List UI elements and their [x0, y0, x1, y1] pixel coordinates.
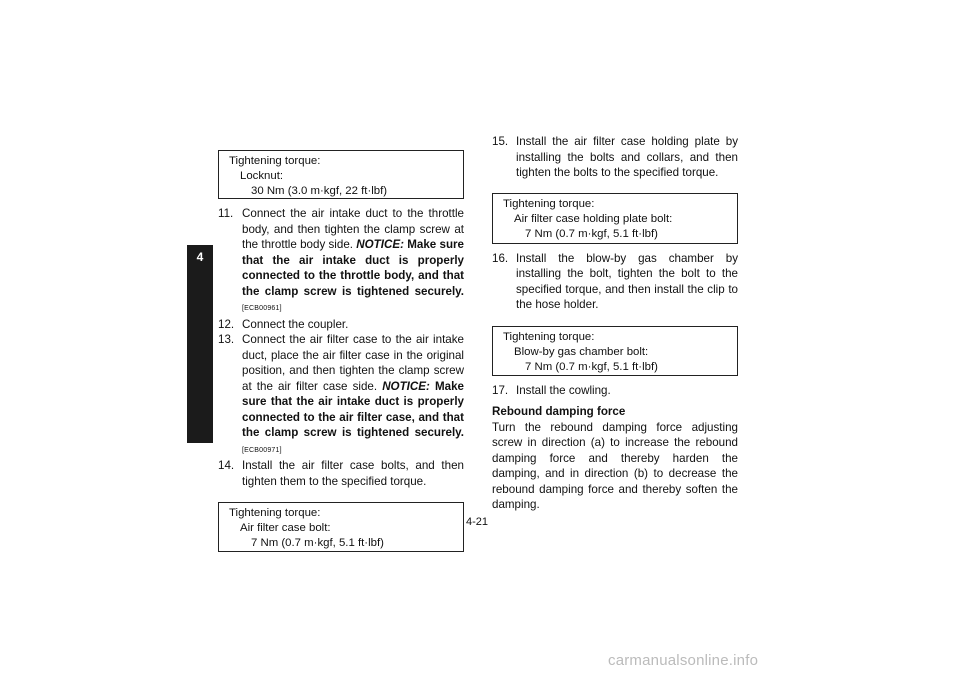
step-text: Connect the coupler.	[242, 317, 349, 331]
torque-box-air-filter-case-bolt	[218, 502, 464, 552]
torque-box-item: Air filter case holding plate bolt:	[514, 212, 673, 225]
torque-box-item: Locknut:	[240, 170, 284, 182]
torque-box-value: 7 Nm (0.7 m·kgf, 5.1 ft·lbf)	[525, 360, 658, 373]
notice-label: NOTICE:	[382, 379, 430, 393]
step-13	[218, 332, 464, 458]
notice-text: Make sure that the air intake duct is properly connected to the air filter case, and that the clamp screw is tightened securely.	[242, 379, 464, 439]
torque-box-locknut	[218, 150, 464, 199]
torque-box-value: 7 Nm (0.7 m·kgf, 5.1 ft·lbf)	[251, 537, 384, 549]
step-number: 14.	[218, 459, 235, 472]
step-number: 12.	[218, 317, 235, 331]
torque-box-value: 7 Nm (0.7 m·kgf, 5.1 ft·lbf)	[525, 227, 658, 240]
torque-box-item: Air filter case bolt:	[240, 522, 331, 534]
torque-box-title: Tightening torque:	[503, 330, 595, 343]
torque-box-holding-plate-bolt	[492, 193, 738, 244]
chapter-tab	[187, 245, 213, 443]
torque-box-blow-by-chamber-bolt	[492, 326, 738, 376]
step-number: 15.	[492, 135, 509, 148]
chapter-number: 4	[196, 250, 204, 264]
step-11	[218, 206, 464, 317]
step-text	[242, 206, 464, 317]
step-text: Install the air filter case holding plate by installing the bolts and collars, and then tighten the bolts to the specified torque.	[516, 135, 738, 179]
step-14	[218, 458, 464, 489]
page-number: 4-21	[466, 516, 489, 528]
left-column	[218, 150, 464, 552]
step-text: Install the cowling.	[516, 383, 611, 397]
step-16	[492, 251, 738, 313]
step-number: 17.	[492, 383, 509, 397]
right-column	[492, 134, 738, 513]
step-number: 13.	[218, 333, 235, 346]
step-number: 11.	[218, 207, 234, 220]
torque-box-item: Blow-by gas chamber bolt:	[514, 345, 649, 358]
step-number: 16.	[492, 251, 509, 265]
step-text: Install the air filter case bolts, and then tighten them to the specified torque.	[242, 459, 464, 488]
torque-box-title: Tightening torque:	[229, 507, 321, 519]
torque-box-title: Tightening torque:	[503, 197, 595, 210]
step-text: Install the blow-by gas chamber by installing the bolt, tighten the bolt to the specified torque, and then install the clip to the hose holder.	[516, 251, 738, 311]
step-body: Connect the air intake duct to the throttle body, and then tighten the clamp screw at the throttle body side.	[242, 207, 464, 251]
reference-code: [ECB00971]	[242, 446, 282, 454]
watermark: carmanualsonline.info	[608, 652, 759, 669]
section-paragraph: Turn the rebound damping force adjusting screw in direction (a) to increase the rebound damping force and thereby harden the damping, and in direction (b) to decrease the rebound damping force and thereby soften the damping.	[492, 420, 738, 511]
step-12	[218, 317, 464, 333]
notice-text: Make sure that the air intake duct is properly connected to the throttle body, and that the clamp screw is tightened securely.	[242, 238, 464, 298]
torque-box-title: Tightening torque:	[229, 155, 321, 167]
step-17	[492, 383, 738, 399]
step-text	[242, 332, 464, 458]
notice-label: NOTICE:	[356, 238, 404, 251]
section-heading: Rebound damping force	[492, 405, 626, 418]
reference-code: [ECB00961]	[242, 305, 282, 312]
torque-box-value: 30 Nm (3.0 m·kgf, 22 ft·lbf)	[251, 185, 388, 197]
step-15	[492, 134, 738, 181]
step-body: Connect the air filter case to the air intake duct, place the air filter case in the original position, and then tighten the clamp screw at the air filter case side.	[242, 333, 464, 393]
